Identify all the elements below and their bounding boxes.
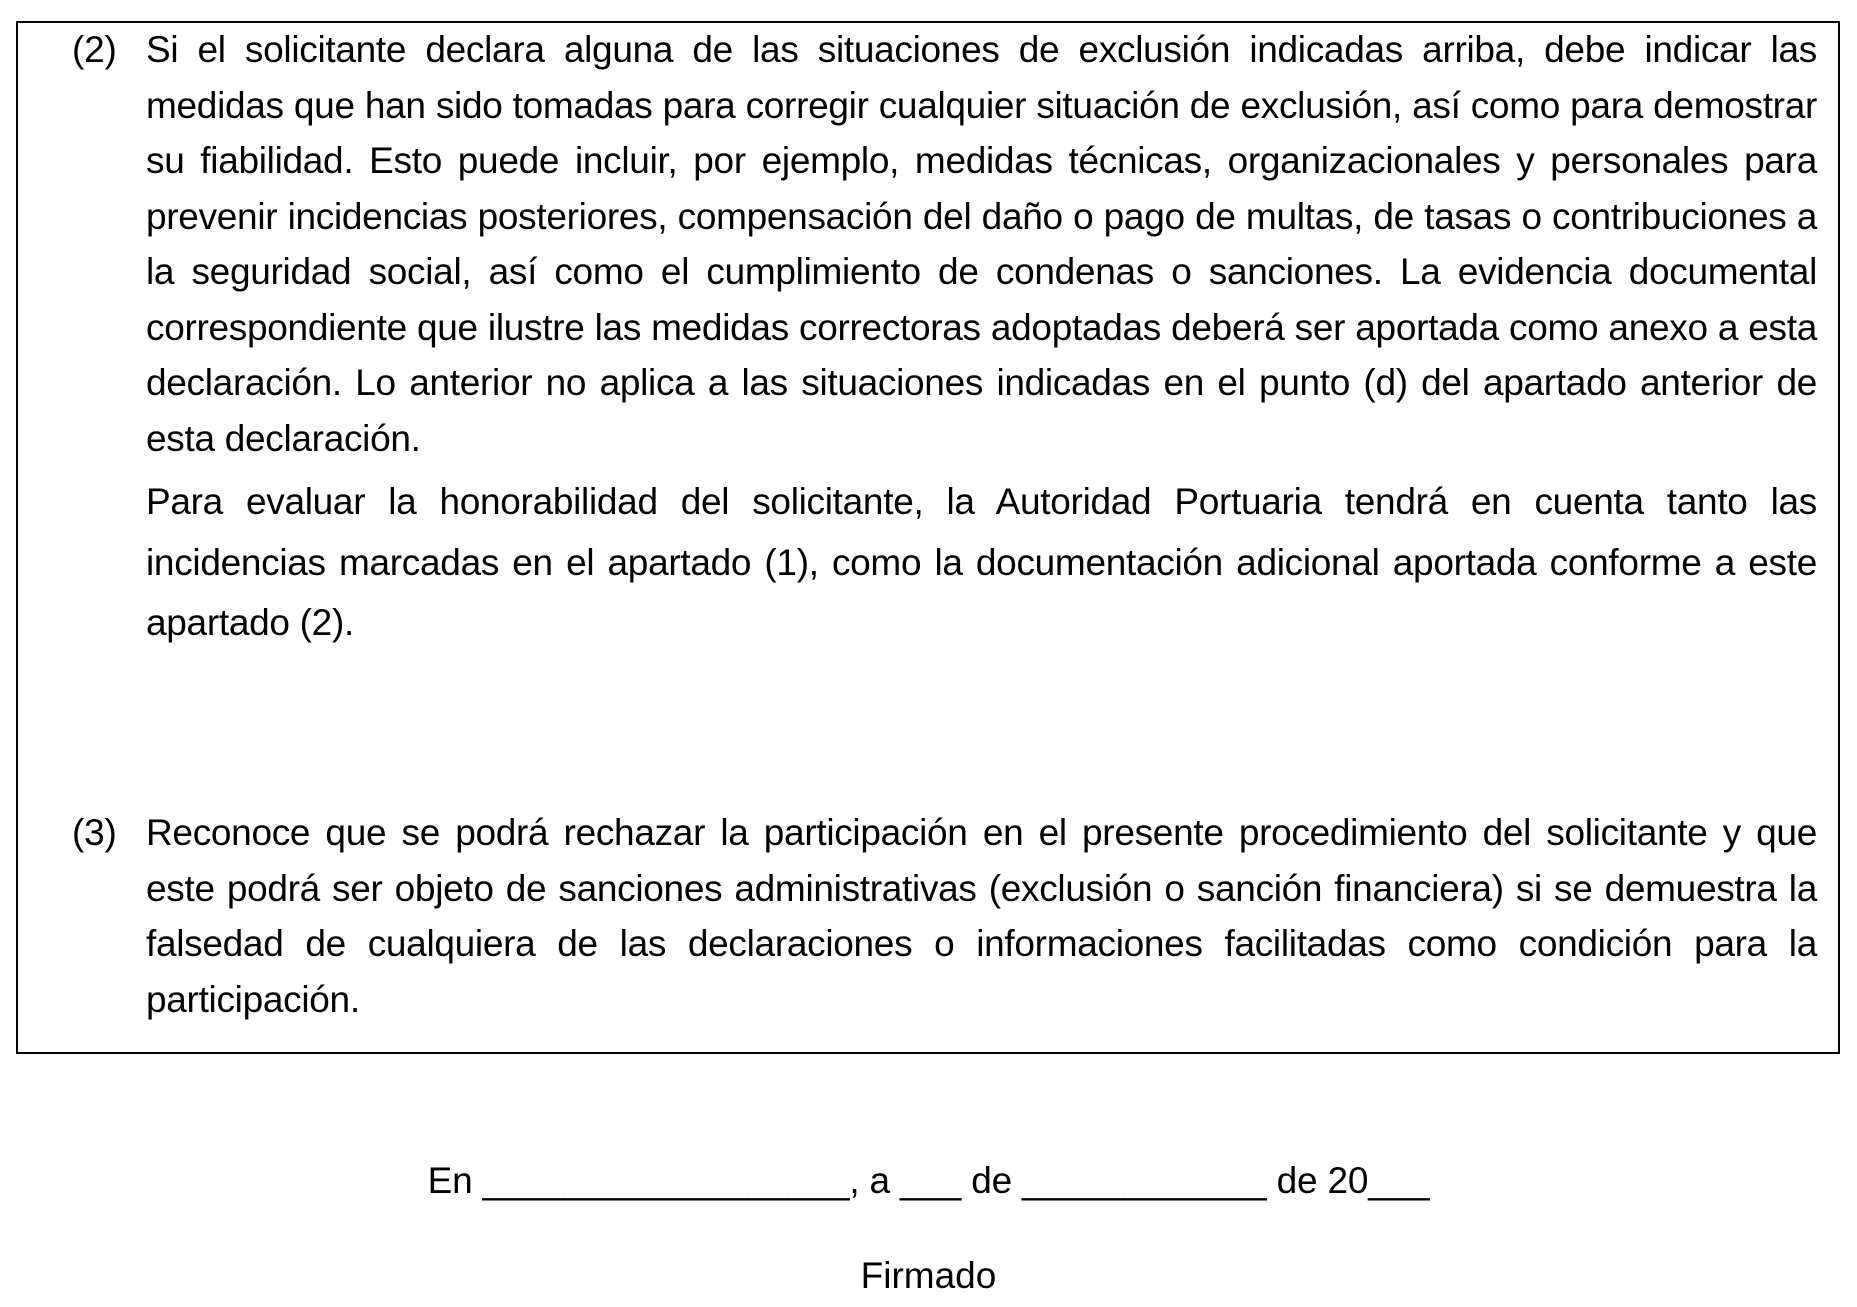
signed-label: Firmado <box>860 1255 997 1296</box>
place-date-line: En __________________, a ___ de ____________ de 20___ <box>427 1160 1430 1201</box>
clause-paragraph: Para evaluar la honorabilidad del solicitante, la Autoridad Portuaria tendrá en cuenta tanto las incidencias marcadas en el apartado (1), como la documentación adicional aportada conforme a este apartado (2). <box>146 481 1817 643</box>
clause-paragraph: Reconoce que se podrá rechazar la participación en el presente procedimiento del solicitante y que este podrá ser objeto de sanciones administrativas (exclusión o sanción financiera) si se demuestra la falsedad de cualquiera de las declaraciones o informaciones facilitadas como condición para la participación. <box>146 812 1817 1020</box>
clause-2 <box>72 22 1817 654</box>
clause-3 <box>72 805 1817 1027</box>
clause-number: (2) <box>72 29 117 70</box>
clause-paragraph: Si el solicitante declara alguna de las situaciones de exclusión indicadas arriba, debe indicar las medidas que han sido tomadas para corregir cualquier situación de exclusión, así como para demostrar su fiabilidad. Esto puede incluir, por ejemplo, medidas técnicas, organizacionales y personales para prevenir incidencias posteriores, compensación del daño o pago de multas, de tasas o contribuciones a la seguridad social, así como el cumplimiento de condenas o sanciones. La evidencia documental correspondiente que ilustre las medidas correctoras adoptadas deberá ser aportada como anexo a esta declaración. Lo anterior no aplica a las situaciones indicadas en el punto (d) del apartado anterior de esta declaración. <box>146 29 1817 459</box>
clause-number: (3) <box>72 812 117 853</box>
clause-body <box>146 22 1817 654</box>
clause-body <box>146 805 1817 1027</box>
